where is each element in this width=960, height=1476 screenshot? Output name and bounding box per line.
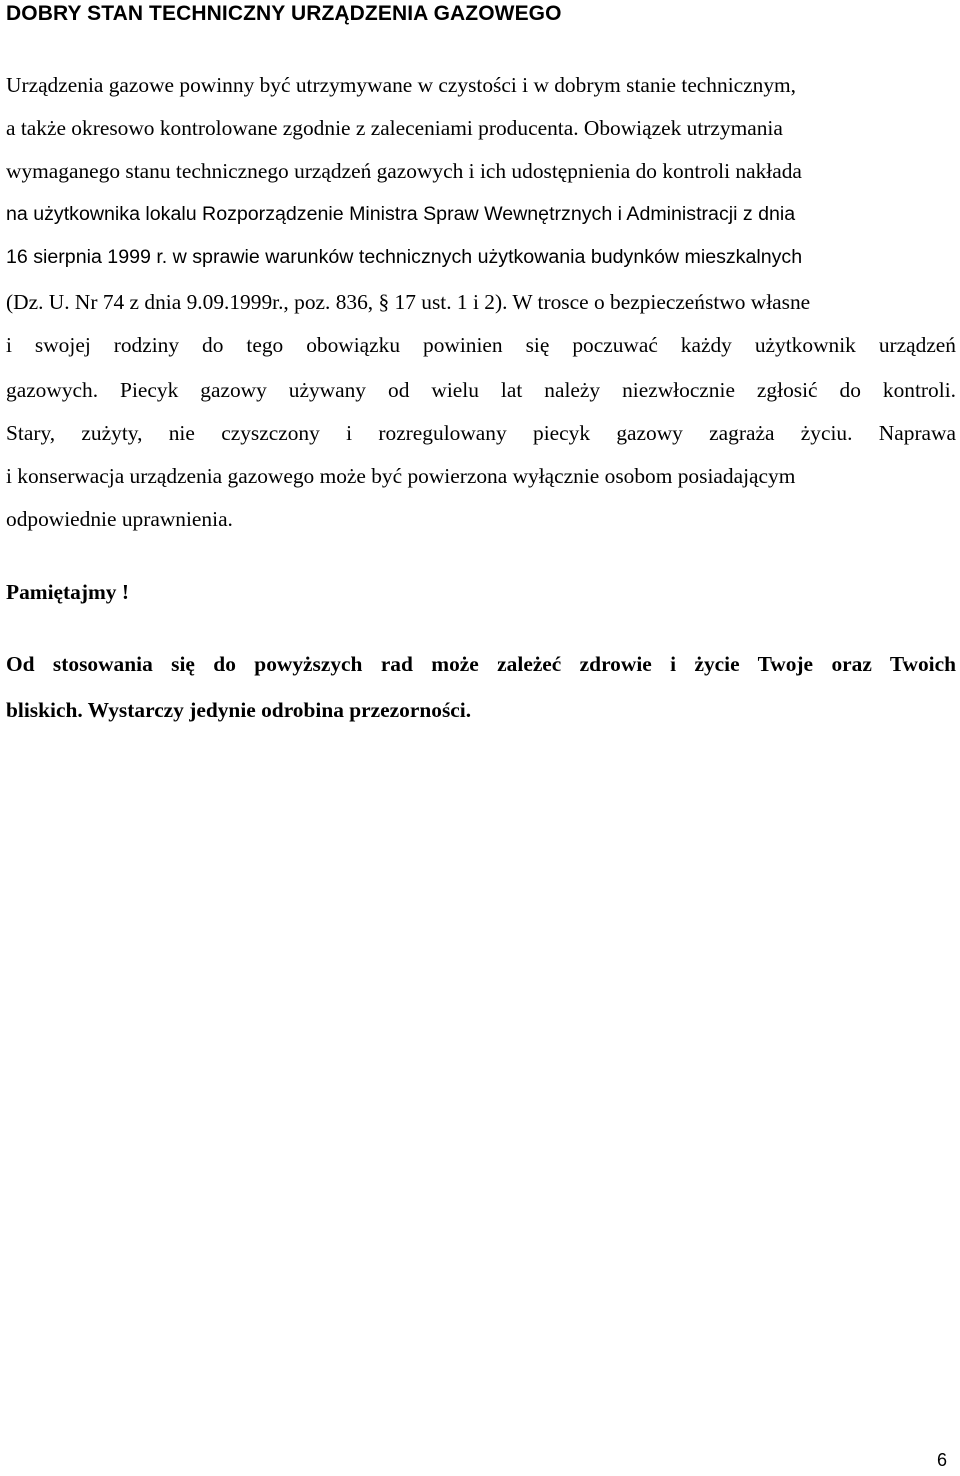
closing-line-2: bliskich. Wystarczy jedynie odrobina przezorności. (6, 698, 472, 722)
paragraph-line-9: Stary, zużyty, nie czyszczony i rozregulowany piecyk gazowy zagraża życiu. Naprawa (6, 421, 956, 445)
page-number: 6 (937, 1450, 948, 1470)
paragraph-line-11: odpowiednie uprawnienia. (6, 507, 233, 531)
paragraph-line-6: (Dz. U. Nr 74 z dnia 9.09.1999r., poz. 836, § 17 ust. 1 i 2). W trosce o bezpieczeństwo własne (6, 290, 811, 314)
closing-line-1: Od stosowania się do powyższych rad może zależeć zdrowie i życie Twoje oraz Twoich (6, 652, 956, 676)
paragraph-line-1: Urządzenia gazowe powinny być utrzymywane w czystości i w dobrym stanie technicznym, (6, 73, 797, 97)
document-heading: DOBRY STAN TECHNICZNY URZĄDZENIA GAZOWEGO (6, 2, 562, 25)
paragraph-line-8: gazowych. Piecyk gazowy używany od wielu lat należy niezwłocznie zgłosić do kontroli. (6, 378, 956, 402)
paragraph-line-2: a także okresowo kontrolowane zgodnie z zaleceniami producenta. Obowiązek utrzymania (6, 116, 783, 140)
paragraph-line-4: na użytkownika lokalu Rozporządzenie Ministra Spraw Wewnętrznych i Administracji z dnia (6, 203, 796, 225)
paragraph-line-3: wymaganego stanu technicznego urządzeń gazowych i ich udostępnienia do kontroli nakłada (6, 159, 802, 183)
remember-heading: Pamiętajmy ! (6, 580, 129, 604)
paragraph-line-7: i swojej rodziny do tego obowiązku powinien się poczuwać każdy użytkownik urządzeń (6, 333, 956, 357)
paragraph-line-10: i konserwacja urządzenia gazowego może być powierzona wyłącznie osobom posiadającym (6, 464, 796, 488)
paragraph-line-5: 16 sierpnia 1999 r. w sprawie warunków technicznych użytkowania budynków mieszkalnych (6, 246, 803, 268)
